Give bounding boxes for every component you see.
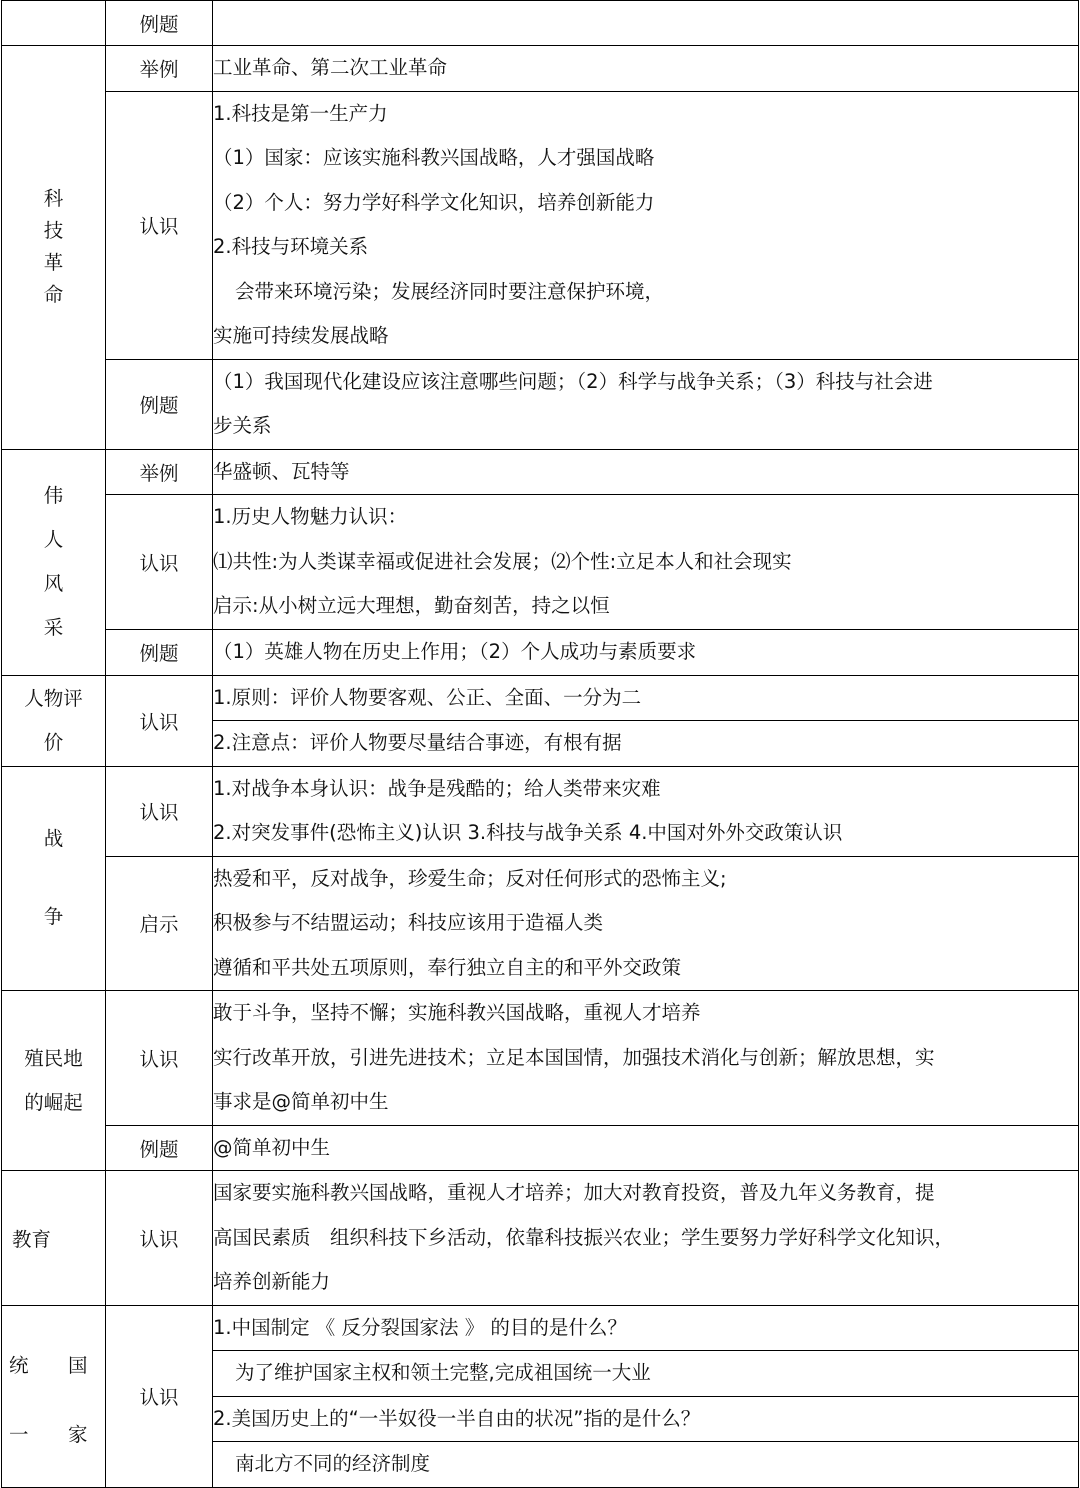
table-row <box>2 675 1079 721</box>
row-label-renshi-zhimin: 认识 <box>106 991 213 1126</box>
row-content-lizhi-zhimin <box>213 1125 1079 1171</box>
row-label-lizhi-top: 例题 <box>106 1 213 46</box>
content-line: 步关系 <box>213 414 272 437</box>
row-content-lizhi-keji <box>213 359 1079 449</box>
content-line: 2.美国历史上的“一半奴役一半自由的状况”指的是什么？ <box>213 1406 701 1430</box>
table-row <box>2 1305 1079 1351</box>
row-content-renshi-renwu-2 <box>213 721 1079 767</box>
table-row <box>2 91 1079 359</box>
content-line: ⑴共性:为人类谋幸福或促进社会发展；⑵个性:立足本人和社会现实 <box>213 549 792 573</box>
row-content-renshi-tongyi-3 <box>213 1396 1079 1442</box>
table-row <box>2 359 1079 449</box>
section-title-jiaoyu: 教育 <box>2 1171 106 1306</box>
section-title-renwu: 人物评 价 <box>2 675 106 766</box>
row-label-lizhi-weiren: 例题 <box>106 630 213 676</box>
content-line: 1.对战争本身认识：战争是残酷的；给人类带来灾难 <box>213 776 661 800</box>
content-line: 敢于斗争，坚持不懈；实施科教兴国战略，重视人才培养 <box>213 1001 701 1024</box>
table-row <box>2 46 1079 92</box>
content-line: 1.中国制定 《 反分裂国家法 》 的目的是什么？ <box>213 1315 627 1339</box>
section-title-top <box>2 1 106 46</box>
row-content-renshi-tongyi-2 <box>213 1351 1079 1397</box>
table-row <box>2 495 1079 630</box>
row-label-lizhi-zhimin: 例题 <box>106 1125 213 1171</box>
table-row <box>2 1125 1079 1171</box>
section-title-zhimin: 殖民地 的崛起 <box>2 991 106 1171</box>
row-content-renshi-jiaoyu <box>213 1171 1079 1306</box>
row-content-renshi-zhanzheng <box>213 766 1079 856</box>
content-line: 实行改革开放，引进先进技术；立足本国国情，加强技术消化与创新；解放思想，实 <box>213 1045 935 1069</box>
row-content-renshi-tongyi-4 <box>213 1442 1079 1488</box>
section-title-keji: 科 技 革 命 <box>2 46 106 450</box>
row-content-renshi-keji <box>213 91 1079 359</box>
table-row <box>2 766 1079 856</box>
row-label-renshi-keji: 认识 <box>106 91 213 359</box>
row-content-renshi-weiren <box>213 495 1079 630</box>
content-line: 高国民素质 组织科技下乡活动，依靠科技振兴农业；学生要努力学好科学文化知识， <box>213 1225 955 1249</box>
table-row <box>2 449 1079 495</box>
content-line: 事求是@简单初中生 <box>213 1090 389 1113</box>
table-row <box>2 1171 1079 1306</box>
section-title-zhanzheng: 战 争 <box>2 766 106 991</box>
row-label-qishi-zhanzheng: 启示 <box>106 856 213 991</box>
row-label-renshi-tongyi: 认识 <box>106 1305 213 1487</box>
section-title-weiren: 伟 人 风 采 <box>2 449 106 675</box>
content-line: 1.历史人物魅力认识： <box>213 505 408 529</box>
content-line: 1.科技是第一生产力 <box>213 101 388 125</box>
content-line: @简单初中生 <box>213 1135 331 1159</box>
row-content-renshi-zhimin <box>213 991 1079 1126</box>
content-line: 为了维护国家主权和领土完整,完成祖国统一大业 <box>235 1361 651 1384</box>
content-line: （1）英雄人物在历史上作用；（2）个人成功与素质要求 <box>213 640 697 663</box>
row-label-renshi-zhanzheng: 认识 <box>106 766 213 856</box>
row-label-juli-keji: 举例 <box>106 46 213 92</box>
content-line: 积极参与不结盟运动；科技应该用于造福人类 <box>213 911 604 934</box>
row-content-lizhi-weiren <box>213 630 1079 676</box>
content-line: （1）国家：应该实施科教兴国战略，人才强国战略 <box>213 146 655 169</box>
content-line: 热爱和平，反对战争，珍爱生命；反对任何形式的恐怖主义; <box>213 866 727 890</box>
row-label-juli-weiren: 举例 <box>106 449 213 495</box>
table-row <box>2 630 1079 676</box>
row-content-juli-keji <box>213 46 1079 92</box>
row-label-renshi-renwu: 认识 <box>106 675 213 766</box>
content-line: 会带来环境污染；发展经济同时要注意保护环境， <box>235 279 665 303</box>
row-content-renshi-renwu-1 <box>213 675 1079 721</box>
row-content-qishi-zhanzheng <box>213 856 1079 991</box>
row-label-renshi-weiren: 认识 <box>106 495 213 630</box>
content-line: 2.科技与环境关系 <box>213 235 369 258</box>
content-line: 工业革命、第二次工业革命 <box>213 56 448 79</box>
content-line: 启示:从小树立远大理想，勤奋刻苦，持之以恒 <box>213 594 610 618</box>
row-label-lizhi-keji: 例题 <box>106 359 213 449</box>
content-line: 华盛顿、瓦特等 <box>213 459 350 483</box>
content-line: （1）我国现代化建设应该注意哪些问题；（2）科学与战争关系；（3）科技与社会进 <box>213 369 933 393</box>
section-title-tongyi: 统 国 一 家 <box>2 1305 106 1487</box>
table-row <box>2 1 1079 46</box>
content-line: 2.对突发事件(恐怖主义)认识 3.科技与战争关系 4.中国对外外交政策认识 <box>213 821 843 844</box>
content-line: 培养创新能力 <box>213 1270 331 1293</box>
row-content-renshi-tongyi-1 <box>213 1305 1079 1351</box>
table-row <box>2 856 1079 991</box>
content-line: 南北方不同的经济制度 <box>235 1452 431 1475</box>
row-content-lizhi-top <box>213 1 1079 46</box>
knowledge-table <box>1 0 1079 1488</box>
row-content-juli-weiren <box>213 449 1079 495</box>
row-label-renshi-jiaoyu: 认识 <box>106 1171 213 1306</box>
content-line: 遵循和平共处五项原则，奉行独立自主的和平外交政策 <box>213 955 682 979</box>
content-line: 2.注意点：评价人物要尽量结合事迹，有根有据 <box>213 731 622 754</box>
content-line: 1.原则：评价人物要客观、公正、全面、一分为二 <box>213 685 642 709</box>
content-line: （2）个人：努力学好科学文化知识，培养创新能力 <box>213 190 655 214</box>
content-line: 实施可持续发展战略 <box>213 324 389 347</box>
content-line: 国家要实施科教兴国战略，重视人才培养；加大对教育投资，普及九年义务教育，提 <box>213 1181 935 1204</box>
table-row <box>2 991 1079 1126</box>
